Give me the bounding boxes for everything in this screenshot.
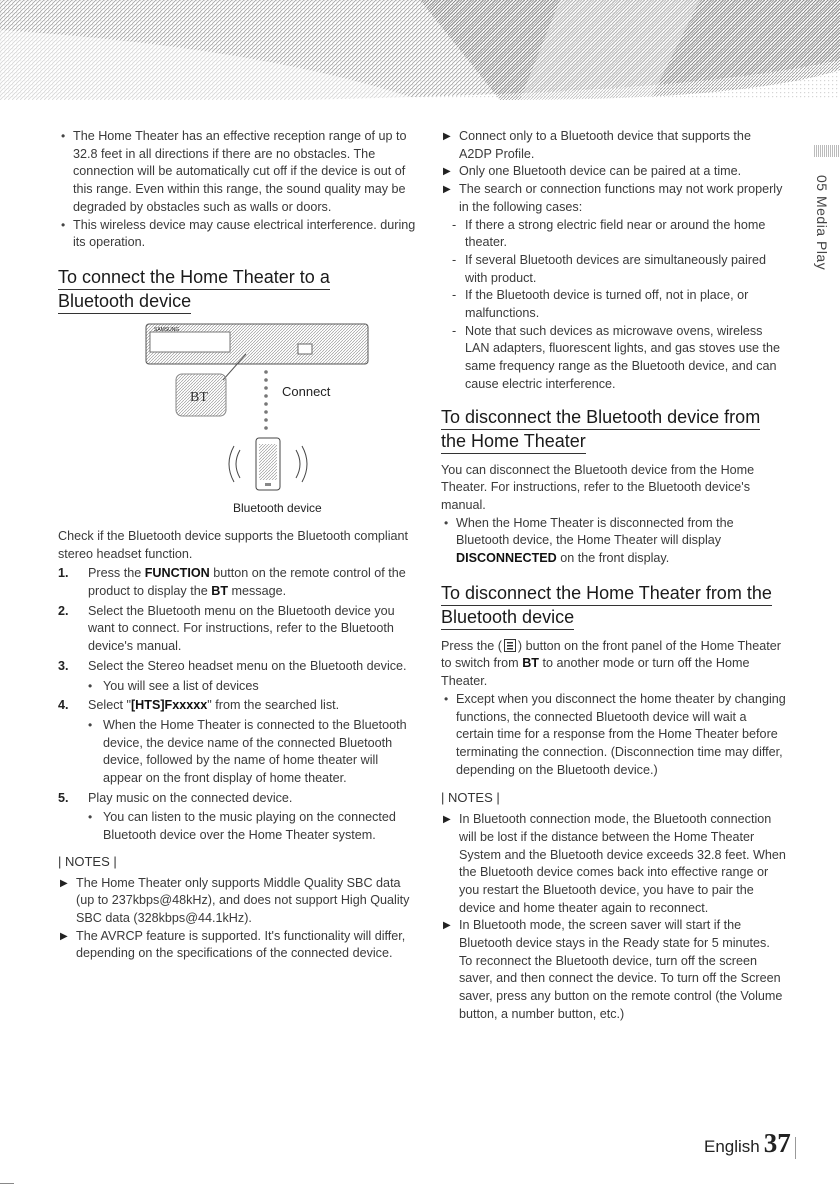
svg-text:BT: BT xyxy=(190,389,208,405)
heading-line: To disconnect the Bluetooth device from xyxy=(441,406,760,430)
step-3: 3. Select the Stereo headset menu on the Bluetooth device. xyxy=(58,658,407,673)
heading-line: To connect the Home Theater to a xyxy=(58,266,330,290)
press-text: Press the ( ) button on the front panel of the Home Theater to switch from BT to another mode or turn off the Home Theater. xyxy=(441,638,781,689)
step-3-sub: • You will see a list of devices xyxy=(58,678,420,696)
step-5-sub: • You can listen to the music playing on the connected Bluetooth device over the Home Theater system. xyxy=(58,809,420,844)
intro-bullet: • The Home Theater has an effective reception range of up to 32.8 feet in all directions if there are no obstacles. The connection will be automatically cut off if the device is out of this range. Even within this range, the sound quality may be degraded by obstacles such as walls or doors. xyxy=(58,128,420,217)
step-1: 1. Press the FUNCTION button on the remote control of the product to display the BT message. xyxy=(58,566,406,599)
connection-illustration xyxy=(58,322,420,522)
info-item: ▶ The search or connection functions may not work properly in the following cases: xyxy=(443,182,783,214)
case-item: - If there a strong electric field near or around the home theater. xyxy=(452,217,766,250)
heading-line: the Home Theater xyxy=(441,430,586,454)
case-item: - Note that such devices as microwave ovens, wireless LAN adapters, fluorescent lights, and gas stoves use the same frequency range as the Bluetooth device, and can cause electric interference. xyxy=(452,323,781,391)
heading-line: To disconnect the Home Theater from the xyxy=(441,582,772,606)
section-heading-connect xyxy=(58,266,420,314)
note-item: ▶ In Bluetooth mode, the screen saver will start if the Bluetooth device stays in the Ready state for 5 minutes. To reconnect the Bluetooth device, turn off the screen saver, and then connect the device. To turn off the Screen saver, press any button on the remote control (the Volume button, a number button, etc.) xyxy=(443,918,783,1021)
note-item: ▶ The Home Theater only supports Middle Quality SBC data (up to 237kbps@48kHz), and does not support High Quality SBC data (328kbps@44.1kHz). xyxy=(60,875,410,925)
connection-dots xyxy=(264,370,268,430)
step-4-sub: • When the Home Theater is connected to the Bluetooth device, the device name of the connected Bluetooth device, followed by the name of home theater will appear on the front display of home theater. xyxy=(58,717,420,788)
chapter-side-tab xyxy=(808,145,840,305)
connect-label: Connect xyxy=(282,383,331,399)
svg-text:SAMSUNG: SAMSUNG xyxy=(154,326,180,333)
info-item: ▶ Only one Bluetooth device can be paired at a time. xyxy=(443,164,742,179)
illustration-svg xyxy=(58,322,420,522)
section-heading-disconnect-bt xyxy=(441,406,786,454)
notes-label: | NOTES | xyxy=(58,853,117,869)
header-banner xyxy=(0,0,840,100)
note-item: ▶ The AVRCP feature is supported. It's functionality will differ, depending on the specifications of the connected device. xyxy=(60,928,406,961)
step-2: 2. Select the Bluetooth menu on the Bluetooth device you want to connect. For instructions, refer to the Bluetooth device's manual. xyxy=(58,603,395,654)
note-item: ▶ In Bluetooth connection mode, the Bluetooth connection will be lost if the distance between the Home Theater System and the Bluetooth device exceeds 32.8 feet. When the Bluetooth device comes back into effective range or you restart the Bluetooth device, you have to pair the device and home theater again to reconnect. xyxy=(443,812,786,915)
bluetooth-phone-icon xyxy=(229,438,307,490)
footer-divider xyxy=(795,1137,796,1159)
side-tab-marker xyxy=(814,145,840,157)
home-theater-unit-icon xyxy=(146,324,368,364)
section-heading-disconnect-ht xyxy=(441,582,786,630)
bottom-rule xyxy=(0,1183,14,1184)
heading-line: Bluetooth device xyxy=(441,606,574,630)
heading-line: Bluetooth device xyxy=(58,290,191,314)
bluetooth-device-label: Bluetooth device xyxy=(233,500,322,515)
case-item: - If several Bluetooth devices are simultaneously paired with product. xyxy=(452,252,767,285)
notes-label: | NOTES | xyxy=(441,790,500,806)
intro-bullet: • This wireless device may cause electrical interference. during its operation. xyxy=(58,217,420,252)
function-button-icon xyxy=(504,639,516,652)
side-tab-label: 05 Media Play xyxy=(814,175,830,271)
disconnect-bullet: • When the Home Theater is disconnected from the Bluetooth device, the Home Theater will display DISCONNECTED on the front display. xyxy=(441,515,786,568)
step-4: 4. Select "[HTS]Fxxxxx" from the searched list. xyxy=(58,698,340,713)
disconnect-text: You can disconnect the Bluetooth device from the Home Theater. For instructions, refer to the Bluetooth device's manual. xyxy=(441,462,755,512)
footer-language: English xyxy=(704,1137,760,1156)
right-column xyxy=(441,128,786,1024)
check-text: Check if the Bluetooth device supports the Bluetooth compliant stereo headset function. xyxy=(58,528,409,561)
left-column xyxy=(58,128,420,963)
except-bullet: • Except when you disconnect the home theater by changing functions, the connected Bluetooth device will wait a certain time for a response from the Home Theater before terminating the connection. (Disconnection time may differ, depending on the Bluetooth device.) xyxy=(441,691,786,780)
page-footer xyxy=(704,1128,796,1159)
case-item: - If the Bluetooth device is turned off, not in place, or malfunctions. xyxy=(452,288,749,321)
step-5: 5. Play music on the connected device. xyxy=(58,790,293,805)
page-number: 37 xyxy=(763,1128,791,1158)
info-item: ▶ Connect only to a Bluetooth device that supports the A2DP Profile. xyxy=(443,129,751,161)
